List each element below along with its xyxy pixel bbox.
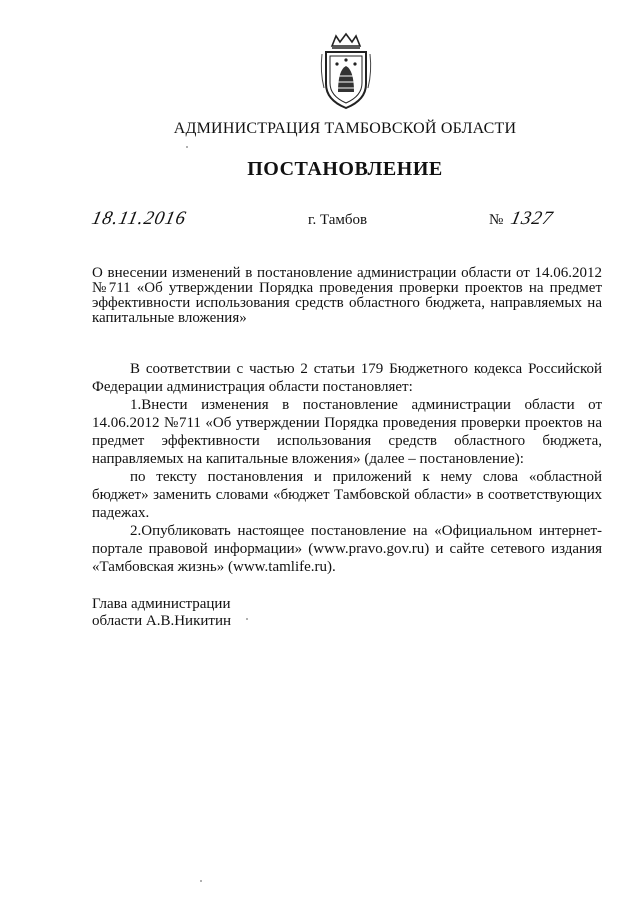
handwritten-date: 18.11.2016 (89, 208, 189, 229)
organization-name: АДМИНИСТРАЦИЯ ТАМБОВСКОЙ ОБЛАСТИ (173, 120, 517, 137)
signature-block (92, 596, 231, 630)
coat-of-arms-emblem (318, 32, 374, 112)
scan-speck (200, 880, 202, 882)
signature-name: области А.В.Никитин (92, 613, 232, 629)
body-paragraph-intro: В соответствии с частью 2 статьи 179 Бюджетного кодекса Российской Федерации администрация области постановляет: (92, 361, 602, 395)
document-type-title: ПОСТАНОВЛЕНИЕ (247, 158, 443, 180)
body-paragraph-item-2: 2.Опубликовать настоящее постановление на «Официальном интернет-портале правовой информации» (www.pravo.gov.ru) и сайте сетевого издания «Тамбовская жизнь» (www.tamlife.ru). (92, 523, 602, 575)
scan-speck (186, 146, 188, 148)
document-body (92, 360, 602, 576)
handwritten-number: 1327 (508, 208, 556, 229)
signature-title: Глава администрации (92, 596, 231, 612)
body-paragraph-item-1: 1.Внести изменения в постановление администрации области от 14.06.2012 №711 «Об утверждении Порядка проведения проверки проектов на предмет эффективности использования средств областного бюджета, направляемых на капитальные вложения» (далее – постановление): (92, 397, 602, 467)
number-label: № (489, 212, 504, 228)
city-label: г. Тамбов (308, 212, 368, 228)
document-subject: О внесении изменений в постановление администрации области от 14.06.2012 №711 «Об утверждении Порядка проведения проверки проектов на предмет эффективности использования средств областного бюджета, направляемых на капитальные вложения» (92, 265, 602, 326)
scan-speck (246, 618, 248, 620)
body-paragraph-item-1-text: по тексту постановления и приложений к нему слова «областной бюджет» заменить словами «бюджет Тамбовской области» в соответствующих падежах. (92, 469, 602, 521)
